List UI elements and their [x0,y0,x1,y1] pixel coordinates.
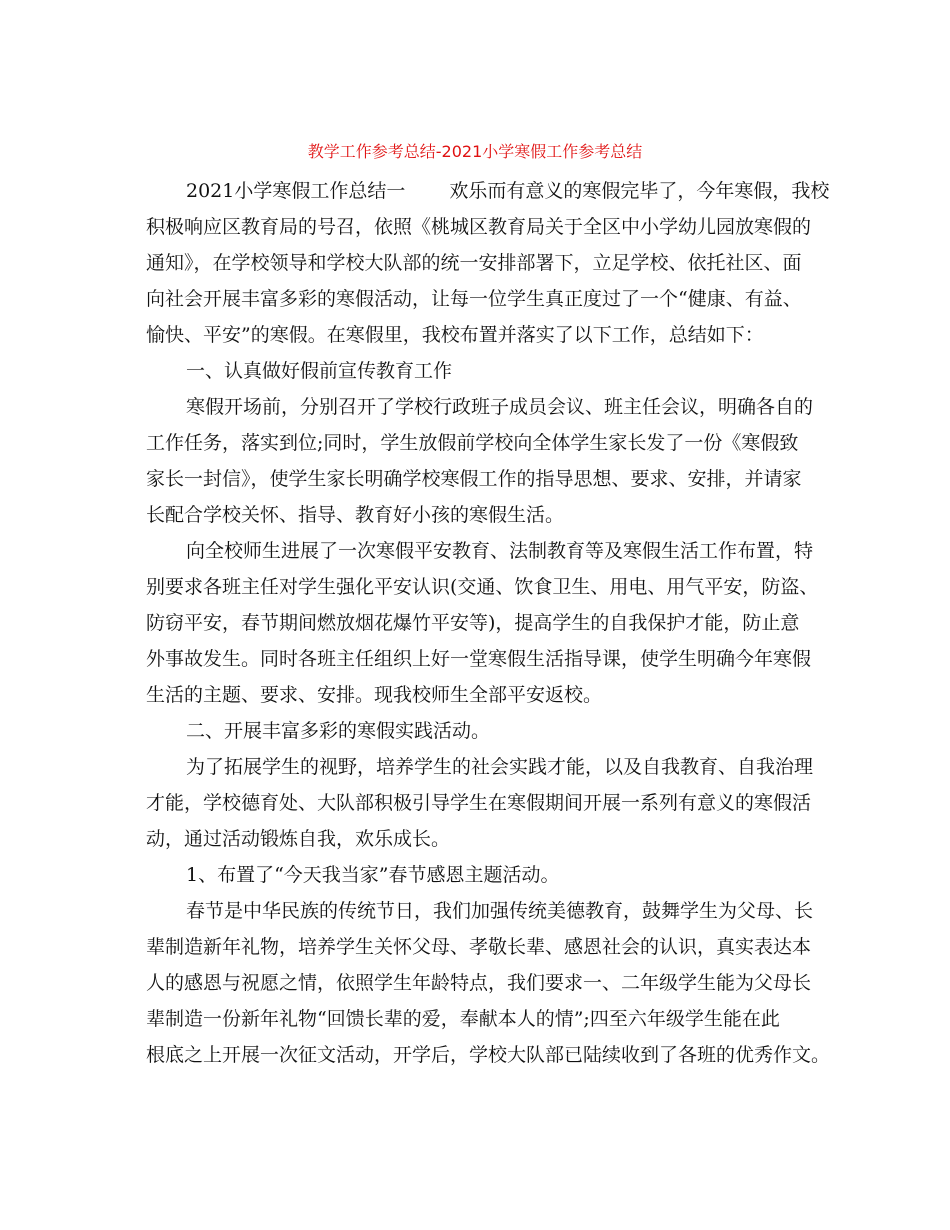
body-line: 辈制造一份新年礼物“回馈长辈的爱，奉献本人的情”;四至六年级学生能在此 [146,1008,780,1030]
body-line: 向全校师生进展了一次寒假平安教育、法制教育等及寒假生活工作布置，特 [186,540,814,562]
body-line: 2021小学寒假工作总结一 欢乐而有意义的寒假完毕了，今年寒假，我校 [186,180,830,202]
body-line: 为了拓展学生的视野，培养学生的社会实践才能，以及自我教育、自我治理 [186,756,814,778]
body-line: 外事故发生。同时各班主任组织上好一堂寒假生活指导课，使学生明确今年寒假 [146,648,812,670]
body-line: 才能，学校德育处、大队部积极引导学生在寒假期间开展一系列有意义的寒假活 [146,792,812,814]
body-line: 动，通过活动锻炼自我，欢乐成长。 [146,828,451,850]
document-title: 教学工作参考总结-2021小学寒假工作参考总结 [307,142,643,161]
body-line: 生活的主题、要求、安排。现我校师生全部平安返校。 [146,684,603,706]
section-heading: 二、开展丰富多彩的寒假实践活动。 [186,720,491,742]
body-line: 根底之上开展一次征文活动，开学后，学校大队部已陆续收到了各班的优秀作文。 [146,1044,831,1066]
section-heading: 1、布置了“今天我当家”春节感恩主题活动。 [186,864,560,886]
body-line: 积极响应区教育局的号召，依照《桃城区教育局关于全区中小学幼儿园放寒假的 [146,216,812,238]
body-line: 辈制造新年礼物，培养学生关怀父母、孝敬长辈、感恩社会的认识，真实表达本 [146,936,812,958]
body-line: 春节是中华民族的传统节日，我们加强传统美德教育，鼓舞学生为父母、长 [186,900,814,922]
body-line: 别要求各班主任对学生强化平安认识(交通、饮食卫生、用电、用气平安，防盗、 [146,576,819,598]
body-line: 防窃平安，春节期间燃放烟花爆竹平安等)，提高学生的自我保护才能，防止意 [146,612,800,634]
body-line: 长配合学校关怀、指导、教育好小孩的寒假生活。 [146,504,565,526]
body-line: 向社会开展丰富多彩的寒假活动，让每一位学生真正度过了一个“健康、有益、 [146,288,802,310]
body-line: 寒假开场前，分别召开了学校行政班子成员会议、班主任会议，明确各自的 [186,396,814,418]
body-line: 工作任务，落实到位;同时，学生放假前学校向全体学生家长发了一份《寒假致 [146,432,799,454]
body-line: 家长一封信》，使学生家长明确学校寒假工作的指导思想、要求、安排，并请家 [146,468,802,490]
body-line: 愉快、平安”的寒假。在寒假里，我校布置并落实了以下工作，总结如下： [146,324,764,346]
section-heading: 一、认真做好假前宣传教育工作 [186,360,453,382]
body-line: 通知》，在学校领导和学校大队部的统一安排部署下，立足学校、依托社区、面 [146,252,802,274]
body-line: 人的感恩与祝愿之情，依照学生年龄特点，我们要求一、二年级学生能为父母长 [146,972,812,994]
